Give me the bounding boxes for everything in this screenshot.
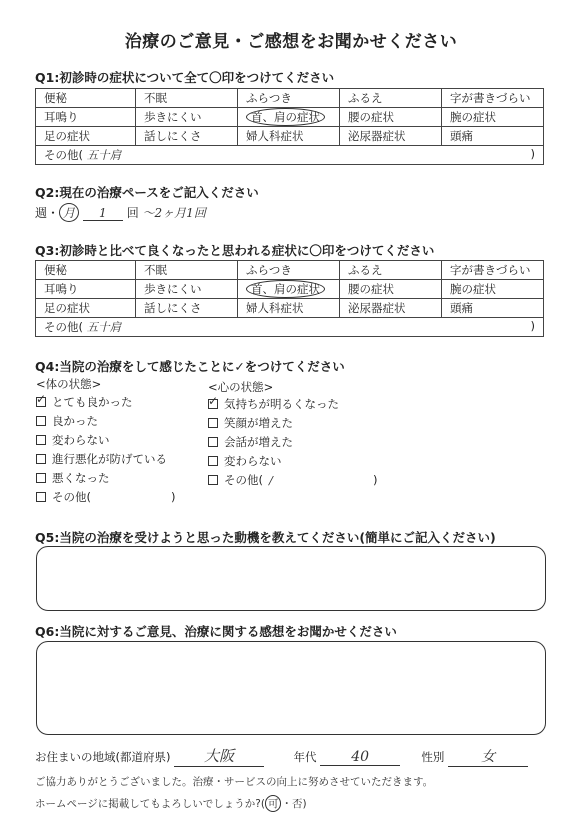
checkbox-icon[interactable]: [36, 492, 46, 502]
q1-cell[interactable]: 腰の症状: [340, 108, 442, 127]
q2-month: 月: [59, 203, 79, 222]
checkbox-label: 会話が増えた: [224, 435, 293, 449]
region-field[interactable]: 大阪: [174, 745, 264, 767]
q6-heading: Q6:当院に対するご意見、治療に関する感想をお聞かせください: [35, 624, 397, 639]
q3-cell[interactable]: 字が書きづらい: [442, 261, 544, 280]
q3-cell[interactable]: 腰の症状: [340, 280, 442, 299]
q3-heading: Q3:初診時と比べて良くなったと思われる症状に〇印をつけてください: [35, 243, 435, 258]
page-title: 治療のご意見・ご感想をお聞かせください: [124, 32, 458, 52]
checkbox-label: 気持ちが明るくなった: [224, 397, 339, 411]
q3-cell[interactable]: 婦人科症状: [238, 299, 340, 318]
checkbox-item[interactable]: [208, 396, 408, 415]
table-row: [36, 89, 544, 108]
checkbox-item[interactable]: [208, 415, 408, 434]
q1-heading: Q1:初診時の症状について全て〇印をつけてください: [35, 70, 335, 85]
q3-cell[interactable]: 腕の症状: [442, 280, 544, 299]
checkbox-item[interactable]: [36, 432, 206, 451]
q4-heading: Q4:当院の治療をして感じたことに✓をつけてください: [35, 359, 345, 374]
checkbox-icon[interactable]: [208, 475, 218, 485]
q1-cell-circled[interactable]: [238, 108, 340, 127]
circle-mark: 首、肩の症状: [246, 108, 325, 126]
q2-times: 回: [126, 206, 139, 220]
checkbox-item[interactable]: [208, 453, 408, 472]
checkbox-close-paren: ): [171, 490, 176, 504]
q2-pace-line[interactable]: [35, 203, 275, 222]
q3-cell[interactable]: ふるえ: [340, 261, 442, 280]
q3-cell[interactable]: 泌尿器症状: [340, 299, 442, 318]
publish-yes-option[interactable]: 可: [265, 795, 282, 812]
q4-body-heading: <体の状態>: [36, 377, 102, 391]
q1-symptom-table: [35, 88, 544, 165]
q5-answer-textarea[interactable]: [36, 546, 546, 611]
checkbox-close-paren: ): [373, 473, 378, 487]
gender-field[interactable]: 女: [448, 746, 528, 767]
table-row: [36, 127, 544, 146]
checkbox-icon[interactable]: [36, 454, 46, 464]
respondent-info: [35, 745, 555, 767]
q3-symptom-table: [35, 260, 544, 337]
q3-cell[interactable]: 話しにくさ: [136, 299, 238, 318]
table-row: [36, 318, 544, 337]
checkbox-icon[interactable]: [36, 416, 46, 426]
q2-heading: Q2:現在の治療ペースをご記入ください: [35, 185, 259, 200]
checkbox-icon[interactable]: [208, 437, 218, 447]
age-field[interactable]: 40: [320, 749, 400, 766]
checkbox-label: 変わらない: [224, 454, 282, 468]
table-row: [36, 299, 544, 318]
checkbox-item[interactable]: [36, 451, 206, 470]
checkbox-item[interactable]: [36, 394, 206, 413]
q3-other-field[interactable]: [36, 318, 544, 337]
checkbox-label: 悪くなった: [52, 471, 110, 485]
q1-cell[interactable]: 便秘: [36, 89, 136, 108]
checkbox-icon[interactable]: [208, 456, 218, 466]
checkbox-label: その他(: [52, 490, 91, 504]
checkbox-label: とても良かった: [52, 395, 133, 409]
publish-no-option[interactable]: ・否): [281, 798, 307, 810]
checkbox-item[interactable]: [36, 470, 206, 489]
q4-mind-heading: <心の状態>: [208, 380, 274, 394]
q3-other-close: ): [530, 319, 535, 333]
checkbox-checked-icon[interactable]: [36, 397, 46, 407]
circle-mark: 首、肩の症状: [246, 280, 325, 298]
q1-other-label: その他(: [44, 148, 83, 162]
checkbox-item[interactable]: [36, 489, 206, 508]
q3-cell[interactable]: 頭痛: [442, 299, 544, 318]
thanks-text: ご協力ありがとうございました。治療・サービスの向上に努めさせていただきます。: [35, 776, 434, 788]
table-row: [36, 280, 544, 299]
q2-week: 週: [35, 206, 48, 220]
table-row: [36, 146, 544, 165]
q4-mind-list: [208, 396, 408, 491]
q1-other-field[interactable]: [36, 146, 544, 165]
table-row: [36, 108, 544, 127]
q2-count: 1: [83, 206, 123, 221]
q4-body-list: [36, 394, 206, 508]
q1-cell[interactable]: 頭痛: [442, 127, 544, 146]
q3-cell[interactable]: 不眠: [136, 261, 238, 280]
checkbox-item[interactable]: [208, 472, 408, 491]
checkbox-checked-icon[interactable]: [208, 399, 218, 409]
q3-cell-circled[interactable]: [238, 280, 340, 299]
q1-cell[interactable]: 婦人科症状: [238, 127, 340, 146]
q5-heading: Q5:当院の治療を受けようと思った動機を教えてください(簡単にご記入ください): [35, 530, 496, 545]
q1-other-value: 五十肩: [86, 148, 122, 162]
checkbox-label: 良かった: [52, 414, 98, 428]
q1-other-close: ): [530, 147, 535, 161]
checkbox-icon[interactable]: [36, 435, 46, 445]
mind-other-value: /: [269, 473, 273, 487]
q1-cell[interactable]: 字が書きづらい: [442, 89, 544, 108]
q1-cell[interactable]: ふるえ: [340, 89, 442, 108]
checkbox-icon[interactable]: [36, 473, 46, 483]
q1-cell[interactable]: 腕の症状: [442, 108, 544, 127]
checkbox-label: その他(: [224, 473, 263, 487]
publish-question: ホームページに掲載してもよろしいでしょうか?(: [35, 798, 265, 810]
publish-consent: [35, 795, 307, 812]
q3-other-label: その他(: [44, 320, 83, 334]
age-label: 年代: [293, 750, 317, 764]
q3-other-value: 五十肩: [86, 320, 122, 334]
q6-answer-textarea[interactable]: [36, 641, 546, 735]
table-row: [36, 261, 544, 280]
q3-cell[interactable]: 便秘: [36, 261, 136, 280]
checkbox-icon[interactable]: [208, 418, 218, 428]
q3-cell[interactable]: 耳鳴り: [36, 280, 136, 299]
checkbox-label: 笑顔が増えた: [224, 416, 293, 430]
q1-cell[interactable]: 歩きにくい: [136, 108, 238, 127]
q1-cell[interactable]: ふらつき: [238, 89, 340, 108]
q1-cell[interactable]: 話しにくさ: [136, 127, 238, 146]
q2-dot: ・: [47, 206, 60, 220]
checkbox-item[interactable]: [36, 413, 206, 432]
gender-label: 性別: [421, 750, 445, 764]
q2-hand-note: 〜2ヶ月1回: [142, 206, 206, 220]
region-label: お住まいの地域(都道府県): [35, 750, 171, 764]
q1-cell[interactable]: 足の症状: [36, 127, 136, 146]
q3-cell[interactable]: 足の症状: [36, 299, 136, 318]
checkbox-item[interactable]: [208, 434, 408, 453]
checkbox-label: 進行悪化が防げている: [52, 452, 167, 466]
q3-cell[interactable]: 歩きにくい: [136, 280, 238, 299]
q1-cell[interactable]: 泌尿器症状: [340, 127, 442, 146]
q3-cell[interactable]: ふらつき: [238, 261, 340, 280]
checkbox-label: 変わらない: [52, 433, 110, 447]
q1-cell[interactable]: 耳鳴り: [36, 108, 136, 127]
q1-cell[interactable]: 不眠: [136, 89, 238, 108]
